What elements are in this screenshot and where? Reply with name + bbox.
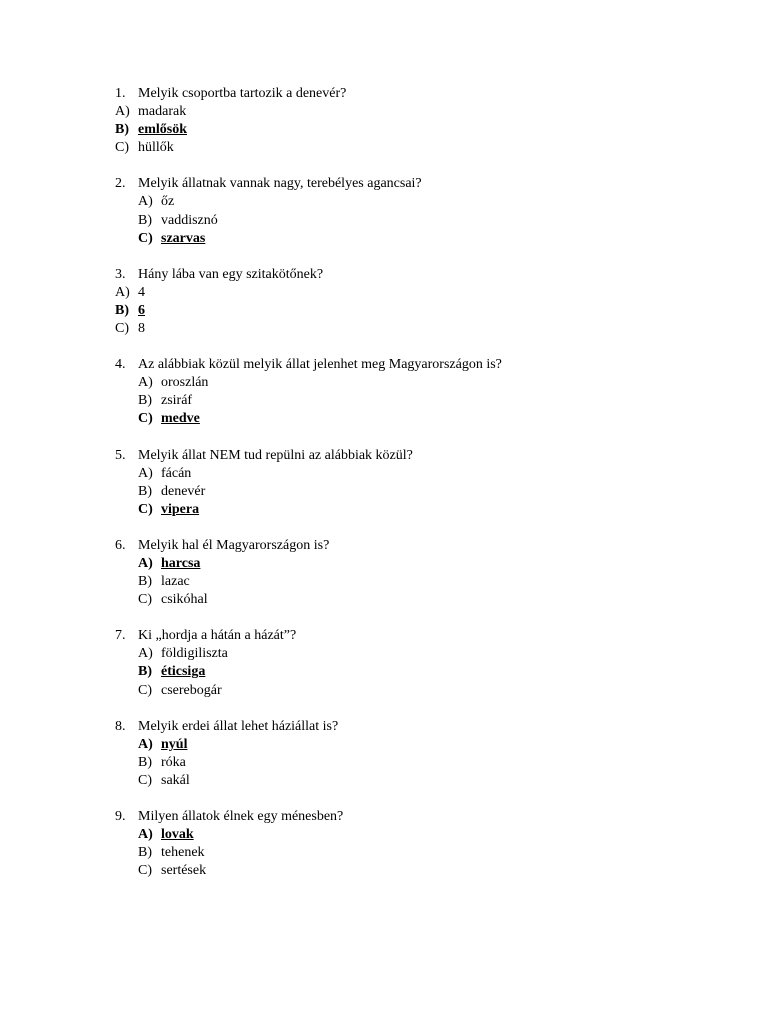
option-letter: C): [115, 140, 129, 156]
option-letter: A): [138, 555, 153, 571]
question-text: Melyik állat NEM tud repülni az alábbiak közül?: [138, 447, 413, 463]
question-9: [115, 808, 735, 880]
answer-option: [115, 374, 735, 392]
option-letter: C): [138, 772, 152, 788]
option-text: őz: [161, 194, 175, 210]
option-text: lovak: [161, 827, 194, 843]
question-number: 4.: [115, 357, 126, 373]
option-text: fácán: [161, 465, 192, 481]
answer-option: [115, 193, 735, 211]
answer-option: [115, 103, 735, 121]
option-text: nyúl: [161, 736, 188, 752]
option-text: tehenek: [161, 845, 205, 861]
option-letter: A): [138, 646, 153, 662]
answer-option: [115, 645, 735, 663]
option-text: lazac: [161, 574, 190, 590]
option-text: denevér: [161, 483, 206, 499]
option-letter: B): [138, 212, 152, 228]
question-text: Az alábbiak közül melyik állat jelenhet meg Magyarországon is?: [138, 357, 502, 373]
question-7: [115, 627, 735, 699]
question-number: 7.: [115, 628, 126, 644]
answer-option: [115, 591, 735, 609]
question-number: 2.: [115, 176, 126, 192]
answer-option: [115, 844, 735, 862]
option-text: róka: [161, 754, 186, 770]
answer-option-correct: [115, 736, 735, 754]
option-letter: A): [115, 104, 130, 120]
option-letter: C): [138, 501, 153, 517]
option-text: csikóhal: [161, 592, 208, 608]
answer-option: [115, 483, 735, 501]
option-letter: C): [138, 230, 153, 246]
answer-option: [115, 320, 735, 338]
question-line: [115, 718, 735, 736]
option-text: sertések: [161, 863, 207, 879]
option-letter: A): [138, 194, 153, 210]
option-letter: B): [138, 574, 152, 590]
answer-option: [115, 465, 735, 483]
question-text: Milyen állatok élnek egy ménesben?: [138, 809, 344, 824]
answer-option: [115, 392, 735, 410]
question-line: [115, 266, 735, 284]
question-line: [115, 627, 735, 645]
option-text: 8: [138, 321, 145, 337]
question-number: 1.: [115, 86, 126, 101]
option-text: medve: [161, 411, 200, 427]
option-letter: C): [138, 411, 153, 427]
answer-option: [115, 754, 735, 772]
option-text: hüllők: [138, 140, 174, 156]
option-text: zsiráf: [161, 393, 193, 409]
option-letter: B): [138, 754, 152, 770]
question-line: [115, 356, 735, 374]
question-1: [115, 85, 735, 157]
answer-option: [115, 212, 735, 230]
option-letter: C): [138, 863, 152, 879]
option-letter: B): [115, 302, 129, 318]
question-text: Ki „hordja a hátán a házát”?: [138, 628, 297, 644]
option-text: éticsiga: [161, 664, 206, 680]
option-letter: A): [138, 827, 153, 843]
question-line: [115, 447, 735, 465]
answer-option: [115, 139, 735, 157]
question-line: [115, 85, 735, 103]
answer-option-correct: [115, 230, 735, 248]
option-text: cserebogár: [161, 682, 222, 698]
option-text: vipera: [161, 501, 200, 517]
option-text: 6: [138, 302, 145, 318]
question-6: [115, 537, 735, 609]
answer-option-correct: [115, 663, 735, 681]
question-number: 5.: [115, 447, 126, 463]
option-letter: C): [115, 321, 129, 337]
option-letter: A): [138, 375, 153, 391]
question-8: [115, 718, 735, 790]
option-text: harcsa: [161, 555, 201, 571]
answer-option: [115, 862, 735, 880]
option-letter: C): [138, 592, 152, 608]
question-text: Hány lába van egy szitakötőnek?: [138, 266, 324, 282]
question-line: [115, 808, 735, 826]
answer-option-correct: [115, 121, 735, 139]
option-text: oroszlán: [161, 375, 209, 391]
option-text: vaddisznó: [161, 212, 218, 228]
answer-option: [115, 573, 735, 591]
option-letter: A): [115, 284, 130, 300]
answer-option: [115, 682, 735, 700]
question-number: 9.: [115, 809, 126, 824]
option-letter: B): [138, 845, 152, 861]
answer-option-correct: [115, 501, 735, 519]
option-letter: B): [115, 122, 129, 138]
answer-option-correct: [115, 410, 735, 428]
question-text: Melyik csoportba tartozik a denevér?: [138, 86, 347, 101]
option-text: 4: [138, 284, 145, 300]
question-2: [115, 175, 735, 247]
question-4: [115, 356, 735, 428]
question-text: Melyik állatnak vannak nagy, terebélyes agancsai?: [138, 176, 422, 192]
question-5: [115, 447, 735, 519]
option-text: sakál: [161, 772, 190, 788]
option-letter: B): [138, 664, 152, 680]
option-text: madarak: [138, 104, 187, 120]
option-text: emlősök: [138, 122, 187, 138]
option-letter: B): [138, 393, 152, 409]
question-text: Melyik erdei állat lehet háziállat is?: [138, 718, 339, 734]
option-letter: A): [138, 736, 153, 752]
question-number: 6.: [115, 537, 126, 553]
question-line: [115, 175, 735, 193]
answer-option: [115, 284, 735, 302]
question-number: 3.: [115, 266, 126, 282]
answer-option: [115, 772, 735, 790]
option-text: szarvas: [161, 230, 206, 246]
question-text: Melyik hal él Magyarországon is?: [138, 537, 330, 553]
option-letter: A): [138, 465, 153, 481]
quiz-list: [115, 85, 735, 898]
answer-option-correct: [115, 826, 735, 844]
option-text: földigiliszta: [161, 646, 228, 662]
answer-option-correct: [115, 302, 735, 320]
question-3: [115, 266, 735, 338]
question-number: 8.: [115, 718, 126, 734]
answer-option-correct: [115, 555, 735, 573]
question-line: [115, 537, 735, 555]
option-letter: C): [138, 682, 152, 698]
option-letter: B): [138, 483, 152, 499]
